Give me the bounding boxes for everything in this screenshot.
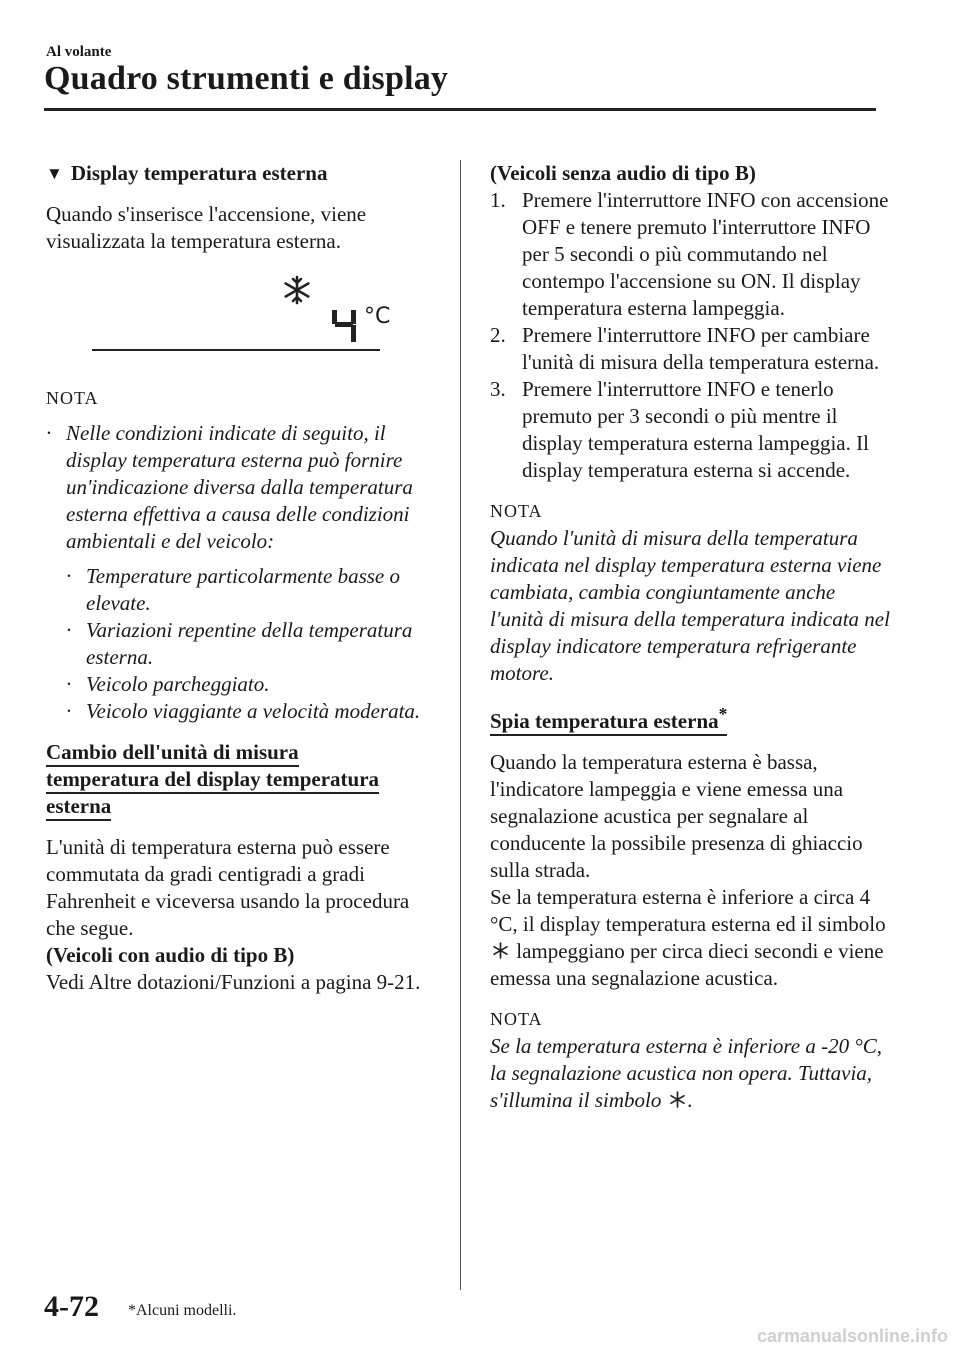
- audio-b-label: (Veicoli con audio di tipo B): [46, 943, 295, 967]
- page-reference-text: Vedi Altre dotazioni/Funzioni a pagina 9-21.: [46, 970, 421, 994]
- step-item: 3. Premere l'interruttore INFO e tenerlo premuto per 3 secondi o più mentre il display temperatura esterna lampeggia. Il display temperatura esterna si accende.: [490, 377, 869, 482]
- snowflake-icon: [282, 275, 312, 305]
- nota-sublist: [66, 563, 436, 725]
- bullet-dot: ·: [46, 421, 52, 445]
- chapter-title: Quadro strumenti e display: [44, 60, 449, 97]
- snowflake-icon: [492, 942, 509, 959]
- snowflake-icon: [669, 1091, 686, 1108]
- step-item: 2. Premere l'interruttore INFO per cambiare l'unità di misura della temperatura esterna.: [490, 323, 880, 374]
- section-label: Al volante: [46, 44, 112, 60]
- no-audio-b-label: (Veicoli senza audio di tipo B): [490, 161, 756, 185]
- column-divider: [460, 160, 461, 1290]
- right-column: [490, 160, 890, 1114]
- triangle-down-icon: ▼: [46, 164, 63, 183]
- segment-digit: [330, 307, 360, 343]
- warning-text: Quando la temperatura esterna è bassa, l'indicatore lampeggia e viene emessa una segnalazione acustica per segnalare al conducente la possibile presenza di ghiaccio sulla strada.: [490, 750, 863, 882]
- footnote-mark: *: [718, 704, 728, 724]
- warning-text-2: Se la temperatura esterna è inferiore a circa 4 °C, il display temperatura esterna ed il simbolo lampeggiano per circa dieci secondi e viene emessa una segnalazione acustica.: [490, 885, 886, 990]
- intro-text: Quando s'inserisce l'accensione, viene visualizzata la temperatura esterna.: [46, 202, 367, 253]
- figure-baseline: [92, 349, 380, 351]
- nota-label: NOTA: [46, 388, 99, 408]
- outside-temp-warning-heading: Spia temperatura esterna*: [490, 701, 890, 735]
- temperature-unit: °C: [364, 304, 391, 329]
- list-item: · Variazioni repentine della temperatura esterna.: [66, 618, 413, 669]
- temperature-display-figure: [46, 265, 436, 385]
- nota-bullet: [46, 420, 436, 555]
- nota-label: NOTA: [490, 1009, 543, 1029]
- step-item: 1. Premere l'interruttore INFO con accensione OFF e tenere premuto l'interruttore INFO per 5 secondi o più commutando nel contempo l'accensione su ON. Il display temperatura esterna lampeggia.: [490, 188, 889, 320]
- unit-change-heading: Cambio dell'unità di misura temperatura del display temperatura esterna: [46, 739, 436, 820]
- nota-text: Quando l'unità di misura della temperatura indicata nel display temperatura esterna viene cambiata, cambia congiuntamente anche l'unità di misura della temperatura indicata nel display indicatore temperatura refrigerante motore.: [490, 526, 890, 685]
- left-column: [46, 160, 436, 996]
- subhead: [46, 160, 436, 187]
- page-number: 4-72: [44, 1290, 99, 1323]
- subhead-text: Display temperatura esterna: [70, 161, 328, 185]
- nota-main-text: Nelle condizioni indicate di seguito, il display temperatura esterna può fornire un'indicazione diversa dalla temperatura esterna effettiva a causa delle condizioni ambientali e del veicolo:: [66, 421, 413, 553]
- footnote: *Alcuni modelli.: [128, 1302, 237, 1319]
- list-item: · Temperature particolarmente basse o elevate.: [66, 564, 401, 615]
- header-rule: [44, 108, 876, 111]
- nota-label: NOTA: [490, 501, 543, 521]
- list-item: · Veicolo viaggiante a velocità moderata.: [66, 699, 421, 723]
- list-item: · Veicolo parcheggiato.: [66, 672, 270, 696]
- nota-text-2: Se la temperatura esterna è inferiore a -20 °C, la segnalazione acustica non opera. Tuttavia, s'illumina il simbolo .: [490, 1034, 882, 1112]
- watermark: carmanualsonline.info: [756, 1326, 948, 1346]
- unit-change-text: L'unità di temperatura esterna può essere commutata da gradi centigradi a gradi Fahrenheit e viceversa usando la procedura che segue.: [46, 835, 410, 940]
